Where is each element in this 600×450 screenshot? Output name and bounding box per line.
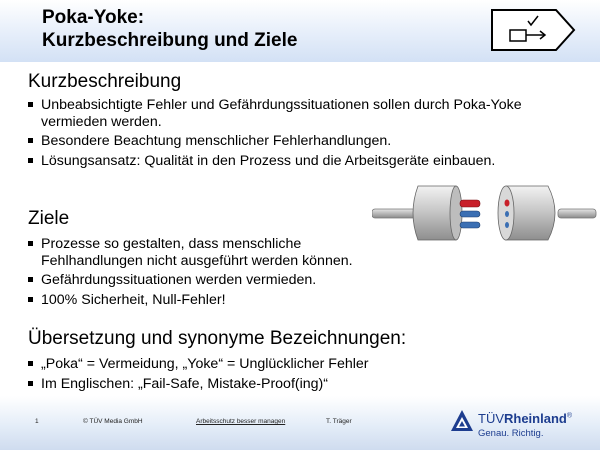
author-name: T. Träger [326,418,352,425]
slide-title [42,6,297,52]
bullet-list-kurzbeschreibung [28,97,548,172]
bullet-square-icon [28,277,33,282]
list-item: Lösungsansatz: Qualität in den Prozess und die Arbeitsgeräte einbauen. [28,153,548,170]
tuv-triangle-logo [449,408,475,434]
connector-plug-illustration [372,180,598,246]
bullet-square-icon [28,158,33,163]
section-heading-uebersetzung: Übersetzung und synonyme Bezeichnungen: [28,328,407,349]
list-item: „Poka“ = Vermeidung, „Yoke“ = Unglücklicher Fehler [28,356,548,373]
list-item: 100% Sicherheit, Null-Fehler! [28,292,378,309]
list-item: Im Englischen: „Fail-Safe, Mistake-Proof(ing)“ [28,376,548,393]
page-number: 1 [35,418,39,425]
section-heading-ziele: Ziele [28,208,70,229]
footer-link[interactable]: Arbeitsschutz besser managen [196,418,286,425]
bullet-square-icon [28,297,33,302]
list-item: Besondere Beachtung menschlicher Fehlerhandlungen. [28,133,548,150]
brand-slogan: Genau. Richtig. [478,428,544,439]
list-item: Unbeabsichtigte Fehler und Gefährdungssituationen sollen durch Poka-Yoke vermieden werden. [28,97,548,130]
title-line-2: Kurzbeschreibung und Ziele [42,30,298,51]
bullet-square-icon [28,361,33,366]
bullet-square-icon [28,138,33,143]
arrow-sign-icon [490,8,578,52]
bullet-square-icon [28,102,33,107]
bullet-square-icon [28,381,33,386]
list-item: Prozesse so gestalten, dass menschliche Fehlhandlungen nicht ausgeführt werden können. [28,236,378,269]
list-item: Gefährdungssituationen werden vermieden. [28,272,378,289]
bullet-list-uebersetzung [28,356,548,395]
bullet-list-ziele [28,236,378,311]
title-line-1: Poka-Yoke: [42,7,145,28]
brand-name: TÜVRheinland® [478,411,573,426]
copyright-text: © TÜV Media GmbH [83,418,143,425]
section-heading-kurzbeschreibung: Kurzbeschreibung [28,71,182,92]
bullet-square-icon [28,241,33,246]
